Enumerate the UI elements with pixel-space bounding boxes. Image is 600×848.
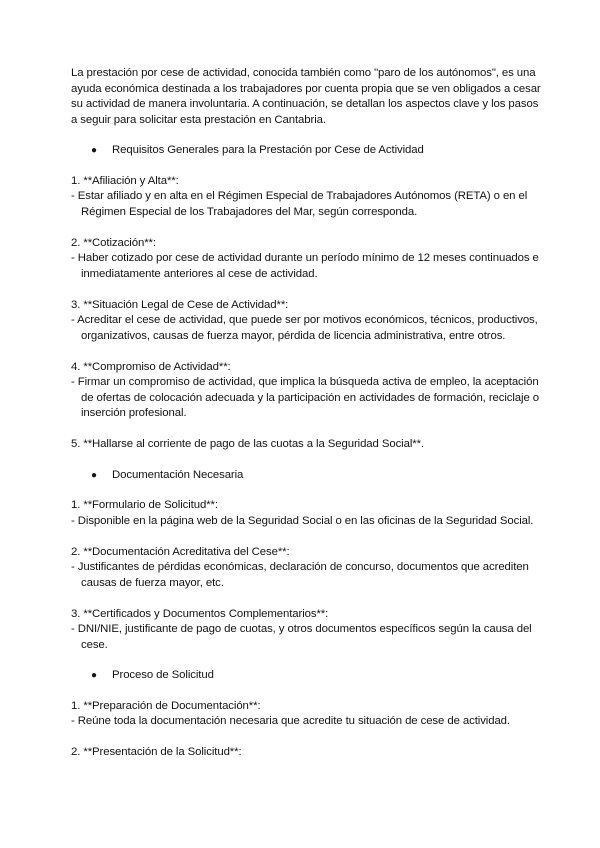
list-item bbox=[71, 607, 541, 654]
item-title: 3. **Certificados y Documentos Complementarios**: bbox=[71, 607, 329, 620]
item-description: - Reúne toda la documentación necesaria que acredite tu situación de cese de actividad. bbox=[71, 715, 510, 727]
list-item bbox=[71, 360, 541, 422]
section-heading-documentacion bbox=[91, 468, 541, 484]
bullet-icon: ● bbox=[91, 469, 97, 481]
list-item bbox=[71, 236, 541, 283]
item-title: 3. **Situación Legal de Cese de Actividad**: bbox=[71, 298, 289, 311]
bullet-icon: ● bbox=[91, 145, 97, 156]
item-description: - DNI/NIE, justificante de pago de cuotas, y otros documentos específicos según la causa del cese. bbox=[71, 623, 532, 651]
item-title: 1. **Formulario de Solicitud**: bbox=[71, 499, 218, 511]
item-title: 4. **Compromiso de Actividad**: bbox=[71, 360, 231, 373]
item-description: - Disponible en la página web de la Seguridad Social o en las oficinas de la Seguridad Social. bbox=[71, 514, 534, 527]
item-title: 1. **Preparación de Documentación**: bbox=[71, 699, 261, 712]
item-description: - Acreditar el cese de actividad, que puede ser por motivos económicos, técnicos, productivos, organizativos, causas de fuerza mayor, pérdida de licencia administrativa, entre otros. bbox=[71, 314, 538, 342]
section-heading-proceso bbox=[91, 668, 541, 684]
list-item bbox=[71, 437, 541, 453]
document-body bbox=[71, 66, 541, 776]
item-title: 2. **Documentación Acreditativa del Cese**: bbox=[71, 545, 290, 558]
section-title: Requisitos Generales para la Prestación por Cese de Actividad bbox=[112, 144, 424, 156]
section-title: Proceso de Solicitud bbox=[112, 669, 214, 681]
list-item bbox=[71, 498, 541, 529]
item-description: - Justificantes de pérdidas económicas, declaración de concurso, documentos que acrediten causas de fuerza mayor, etc. bbox=[71, 561, 529, 589]
item-title: 5. **Hallarse al corriente de pago de las cuotas a la Seguridad Social**. bbox=[71, 438, 424, 450]
section-title: Documentación Necesaria bbox=[112, 468, 244, 481]
item-description: - Estar afiliado y en alta en el Régimen Especial de Trabajadores Autónomos (RETA) o en el Régimen Especial de los Trabajadores del Mar, según corresponda. bbox=[71, 190, 528, 218]
item-description: - Firmar un compromiso de actividad, que implica la búsqueda activa de empleo, la aceptación de ofertas de colocación adecuada y la participación en actividades de formación, reciclaje o inserción profesional. bbox=[71, 376, 539, 419]
item-title: 2. **Presentación de la Solicitud**: bbox=[71, 746, 242, 758]
list-item bbox=[71, 545, 541, 592]
item-title: 1. **Afiliación y Alta**: bbox=[71, 174, 179, 187]
list-item bbox=[71, 699, 541, 730]
list-item bbox=[71, 298, 541, 345]
intro-paragraph: La prestación por cese de actividad, conocida también como "paro de los autónomos", es una ayuda económica destinada a los trabajadores por cuenta propia que se ven obligados a cesar su actividad de manera involuntaria. A continuación, se detallan los aspectos clave y los pasos a seguir para solicitar esta prestación en Cantabria. bbox=[71, 67, 541, 126]
section-heading-requisitos bbox=[91, 143, 541, 159]
bullet-icon: ● bbox=[91, 670, 97, 681]
list-item bbox=[71, 174, 541, 221]
item-description: - Haber cotizado por cese de actividad durante un período mínimo de 12 meses continuados e inmediatamente anteriores al cese de actividad. bbox=[71, 252, 539, 280]
list-item bbox=[71, 745, 541, 761]
item-title: 2. **Cotización**: bbox=[71, 236, 156, 249]
